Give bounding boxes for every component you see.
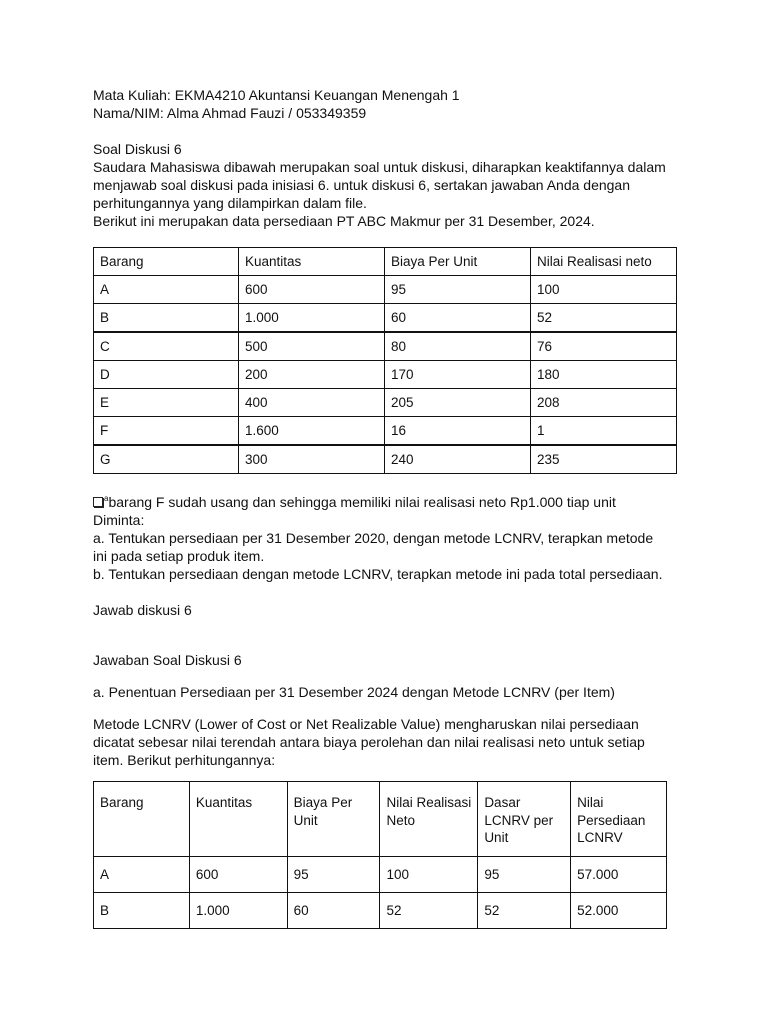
table-cell: 52	[531, 304, 677, 333]
explanation-line: Metode LCNRV (Lower of Cost or Net Realizable Value) mengharuskan nilai persediaan	[93, 716, 639, 732]
table-cell: 60	[385, 304, 531, 333]
table-cell: 52	[380, 893, 478, 929]
table-cell: G	[94, 445, 239, 474]
tasks-label: Diminta:	[93, 512, 145, 528]
table-cell: 95	[478, 857, 571, 893]
table-cell: 57.000	[571, 857, 667, 893]
table-cell: 95	[287, 857, 380, 893]
table-header-cell: Biaya Per Unit	[385, 248, 531, 276]
table-cell: B	[94, 304, 239, 333]
table-cell: B	[94, 893, 190, 929]
table-row	[94, 857, 667, 893]
part-a-heading: a. Penentuan Persediaan per 31 Desember 2024 dengan Metode LCNRV (per Item)	[93, 684, 615, 700]
table-cell: 600	[239, 276, 385, 304]
table-header-cell: Barang	[94, 248, 239, 276]
table-cell: D	[94, 361, 239, 389]
table-header-row	[94, 248, 677, 276]
footnote-text: barang F sudah usang dan sehingga memiliki nilai realisasi neto Rp1.000 tiap unit	[108, 494, 616, 510]
task-line: ini pada setiap produk item.	[93, 548, 265, 564]
table-header-cell: Kuantitas	[239, 248, 385, 276]
inventory-table	[93, 247, 677, 474]
table-cell: 52.000	[571, 893, 667, 929]
table-cell: 200	[239, 361, 385, 389]
table-row	[94, 361, 677, 389]
table-cell: 1	[531, 417, 677, 446]
answer-title: Jawaban Soal Diskusi 6	[93, 652, 242, 668]
table-cell: 170	[385, 361, 531, 389]
table-cell: 400	[239, 389, 385, 417]
explanation-line: dicatat sebesar nilai terendah antara biaya perolehan dan nilai realisasi neto untuk setiap	[93, 734, 645, 750]
table-header-cell: Nilai Realisasi Neto	[380, 782, 478, 857]
table-row	[94, 389, 677, 417]
document-page	[93, 86, 693, 929]
explanation-line: item. Berikut perhitungannya:	[93, 752, 276, 768]
footnote-marker: a	[104, 494, 109, 503]
table-cell: 208	[531, 389, 677, 417]
table-cell: 80	[385, 332, 531, 361]
table-cell: 100	[531, 276, 677, 304]
table-cell: 500	[239, 332, 385, 361]
table-row	[94, 332, 677, 361]
table-row	[94, 304, 677, 333]
table-cell: 1.000	[189, 893, 287, 929]
task-line: a. Tentukan persediaan per 31 Desember 2020, dengan metode LCNRV, terapkan metode	[93, 530, 654, 546]
table-cell: 16	[385, 417, 531, 446]
question-title: Soal Diskusi 6	[93, 141, 182, 157]
table-row	[94, 445, 677, 474]
answer-label: Jawab diskusi 6	[93, 602, 192, 618]
table-header-cell: Nilai Persediaan LCNRV	[571, 782, 667, 857]
table-row	[94, 893, 667, 929]
footnote-box-icon	[93, 497, 103, 507]
table-cell: 1.000	[239, 304, 385, 333]
table-row	[94, 417, 677, 446]
table-header-cell: Biaya Per Unit	[287, 782, 380, 857]
course-line: Mata Kuliah: EKMA4210 Akuntansi Keuangan Menengah 1	[93, 87, 460, 103]
table-header-cell: Nilai Realisasi neto	[531, 248, 677, 276]
intro-line: menjawab soal diskusi pada inisiasi 6. untuk diskusi 6, sertakan jawaban Anda dengan	[93, 177, 631, 193]
table-header-cell: Kuantitas	[189, 782, 287, 857]
table-cell: 95	[385, 276, 531, 304]
table-row	[94, 276, 677, 304]
table-cell: A	[94, 276, 239, 304]
lcnrv-table	[93, 781, 667, 929]
table-cell: 600	[189, 857, 287, 893]
table-cell: 52	[478, 893, 571, 929]
table-cell: 60	[287, 893, 380, 929]
table-cell: E	[94, 389, 239, 417]
table-header-row	[94, 782, 667, 857]
table-cell: F	[94, 417, 239, 446]
table-header-cell: Dasar LCNRV per Unit	[478, 782, 571, 857]
table-cell: 76	[531, 332, 677, 361]
table-cell: 235	[531, 445, 677, 474]
table-cell: 240	[385, 445, 531, 474]
table-cell: 300	[239, 445, 385, 474]
table-cell: A	[94, 857, 190, 893]
table-header-cell: Barang	[94, 782, 190, 857]
table-cell: C	[94, 332, 239, 361]
footnote	[93, 490, 693, 511]
table-cell: 205	[385, 389, 531, 417]
student-line: Nama/NIM: Alma Ahmad Fauzi / 053349359	[93, 105, 367, 121]
table-cell: 1.600	[239, 417, 385, 446]
intro-line: Saudara Mahasiswa dibawah merupakan soal untuk diskusi, diharapkan keaktifannya dalam	[93, 159, 666, 175]
task-line: b. Tentukan persediaan dengan metode LCNRV, terapkan metode ini pada total persediaan.	[93, 566, 663, 582]
table-cell: 180	[531, 361, 677, 389]
intro-line: Berikut ini merupakan data persediaan PT ABC Makmur per 31 Desember, 2024.	[93, 213, 595, 229]
intro-line: perhitungannya yang dilampirkan dalam file.	[93, 195, 367, 211]
table-cell: 100	[380, 857, 478, 893]
